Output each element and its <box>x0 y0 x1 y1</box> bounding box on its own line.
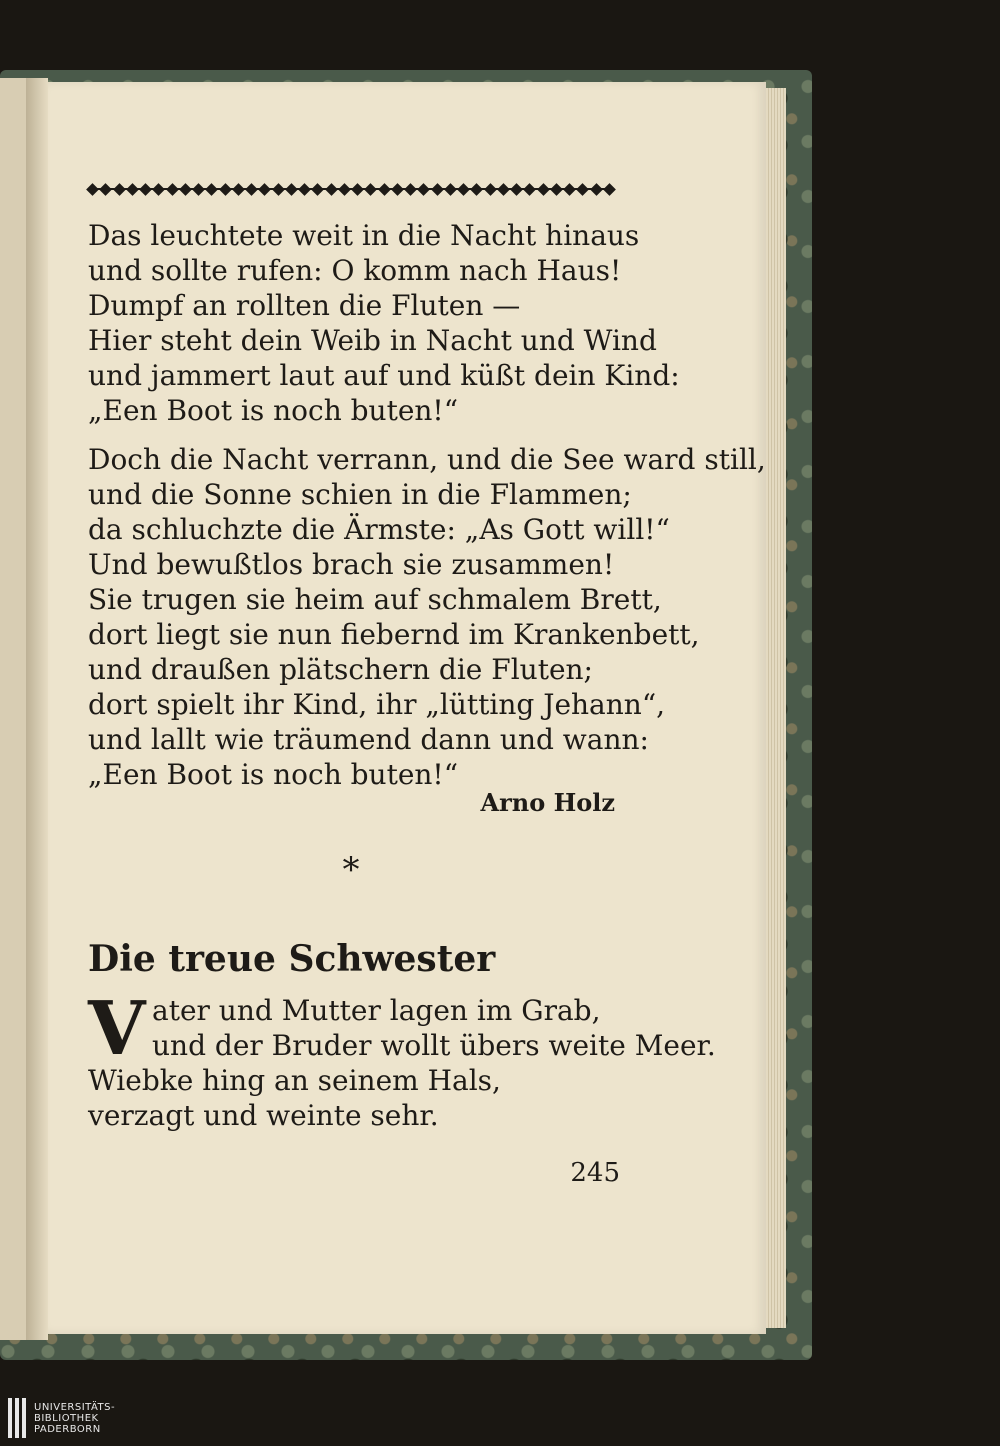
book-gutter <box>26 78 48 1340</box>
poem-line: Wiebke hing an seinem Hals, <box>88 1064 501 1097</box>
poem-line: und sollte rufen: O komm nach Haus! <box>88 254 622 287</box>
poem-line: und jammert laut auf und küßt dein Kind: <box>88 359 680 392</box>
poem-line: Das leuchtete weit in die Nacht hinaus <box>88 219 640 252</box>
poem-line: „Een Boot is noch buten!“ <box>88 758 459 791</box>
poem-line: ater und Mutter lagen im Grab, <box>152 994 601 1027</box>
poem-title: Die treue Schwester <box>88 938 496 980</box>
library-logo-text: UNIVERSITÄTS- BIBLIOTHEK PADERBORN <box>34 1401 116 1435</box>
poem-line: Dumpf an rollten die Fluten — <box>88 289 521 322</box>
poem-line: „Een Boot is noch buten!“ <box>88 394 459 427</box>
poem-line: und draußen plätschern die Fluten; <box>88 653 593 686</box>
poem-line: Und bewußtlos brach sie zusammen! <box>88 548 615 581</box>
library-logo-icon <box>8 1398 26 1438</box>
poem-line: Sie trugen sie heim auf schmalem Brett, <box>88 583 662 616</box>
poem-line: verzagt und weinte sehr. <box>88 1099 439 1132</box>
stanza-1 <box>88 218 680 428</box>
drop-cap: V <box>88 986 146 1072</box>
poem-author: Arno Holz <box>480 788 615 817</box>
poem-line: dort liegt sie nun fiebernd im Krankenbett, <box>88 618 700 651</box>
ornamental-rule <box>88 183 614 195</box>
stanza-2 <box>88 442 766 792</box>
poem-line: dort spielt ihr Kind, ihr „lütting Jehann“, <box>88 688 666 721</box>
section-separator: * <box>342 850 360 890</box>
library-logo <box>8 1398 115 1438</box>
poem-line: und die Sonne schien in die Flammen; <box>88 478 632 511</box>
poem-line: Doch die Nacht verrann, und die See ward still, <box>88 443 766 476</box>
poem-line: und der Bruder wollt übers weite Meer. <box>152 1029 716 1062</box>
poem-line: und lallt wie träumend dann und wann: <box>88 723 649 756</box>
poem-line: Hier steht dein Weib in Nacht und Wind <box>88 324 657 357</box>
page-number: 245 <box>570 1158 620 1188</box>
page-stack-edge <box>766 88 786 1328</box>
poem-line: da schluchzte die Ärmste: „As Gott will!“ <box>88 513 670 546</box>
left-page-edge <box>0 78 28 1340</box>
